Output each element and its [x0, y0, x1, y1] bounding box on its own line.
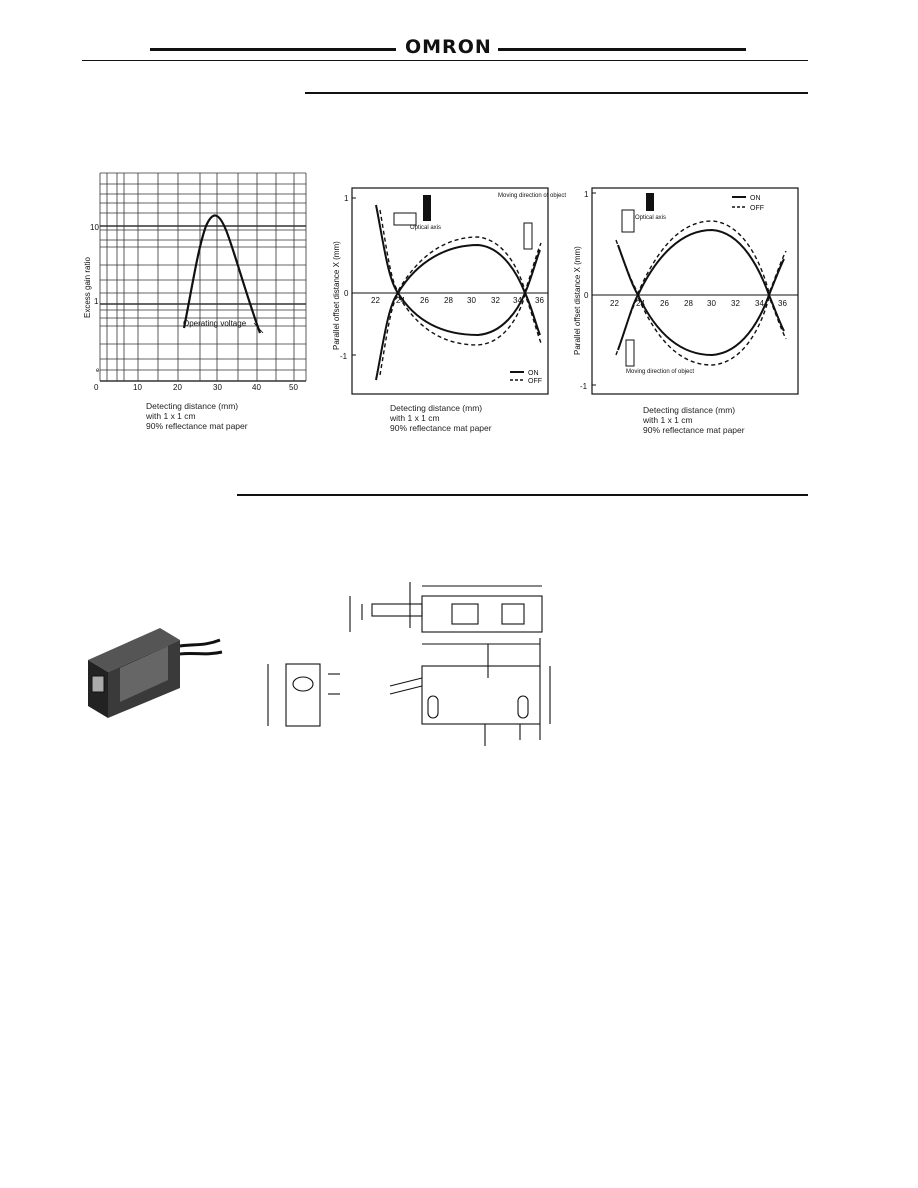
section-rule-dimensions: [237, 494, 808, 496]
chart-b-tick-x-30: 30: [707, 299, 716, 308]
chart-a-on-lower: [376, 293, 540, 380]
chart-b-tick-y-1: 1: [584, 190, 589, 199]
chart-a-tick-x-28: 28: [444, 296, 453, 305]
chart-a-legend-off: OFF: [528, 378, 542, 385]
chart-b-tick-x-26: 26: [660, 299, 669, 308]
omron-logo: OMRON: [405, 36, 492, 58]
parallel-offset-chart-b: [572, 185, 802, 400]
chart-a-tick-x-34: 34: [513, 296, 522, 305]
chart-a-object-icon: [524, 223, 532, 249]
chart-a-caption-line-1: Detecting distance (mm): [390, 403, 483, 413]
chart-a-tick-x-30: 30: [467, 296, 476, 305]
dimension-drawing: [250, 578, 580, 748]
chart-b-tick-y-0: 0: [584, 291, 589, 300]
gain-caption-line-1: Detecting distance (mm): [146, 401, 239, 411]
chart-b-tick-y-neg1: -1: [580, 382, 588, 391]
parallel-offset-chart-a: [328, 185, 567, 400]
gain-grid: [100, 173, 306, 381]
chart-a-moving-label: Moving direction of object: [498, 193, 567, 199]
chart-b-caption-line-2: with 1 x 1 cm: [643, 415, 693, 425]
chart-a-tick-y-0: 0: [344, 289, 349, 298]
chart-a-tick-x-26: 26: [420, 296, 429, 305]
chart-b-object-icon: [626, 340, 634, 366]
gain-tick-y-small: e: [96, 368, 100, 374]
chart-a-tick-x-22: 22: [371, 296, 380, 305]
header-rule-left: [150, 48, 396, 51]
chart-b-moving-label: Moving direction of object: [626, 369, 695, 375]
header-rule-right: [498, 48, 746, 51]
chart-b-caption-line-3: 90% reflectance mat paper: [643, 425, 745, 435]
chart-a-tick-x-36: 36: [535, 296, 544, 305]
header-rule-thin: [82, 60, 808, 61]
side-view-body: [422, 666, 540, 724]
gain-tick-x-20: 20: [173, 383, 182, 392]
chart-a-legend-on: ON: [528, 370, 539, 377]
chart-b-tick-x-34: 34: [755, 299, 764, 308]
chart-b-tick-x-28: 28: [684, 299, 693, 308]
chart-b-sensor-icon: [622, 210, 634, 232]
chart-b-tick-x-22: 22: [610, 299, 619, 308]
gain-caption: [146, 401, 248, 431]
gain-tick-y-10: 10: [90, 223, 99, 232]
chart-b-inset-label: Optical axis: [635, 215, 667, 221]
chart-b-legend-off: OFF: [750, 205, 764, 212]
chart-a-sensor-icon: [394, 213, 416, 225]
gain-tick-x-10: 10: [133, 383, 142, 392]
gain-tick-x-40: 40: [252, 383, 261, 392]
gain-tick-x-30: 30: [213, 383, 222, 392]
chart-b-tick-x-24: 24: [636, 299, 645, 308]
chart-a-tick-y-neg1: -1: [340, 352, 348, 361]
chart-a-tick-y-1: 1: [344, 194, 349, 203]
chart-a-inset-label: Optical axis: [410, 225, 442, 231]
chart-b-caption: [643, 405, 745, 435]
chart-a-caption-line-2: with 1 x 1 cm: [390, 413, 440, 423]
sensor-product-photo: [80, 610, 230, 730]
chart-a-ylabel: Parallel offset distance X (mm): [332, 241, 341, 350]
gain-tick-x-50: 50: [289, 383, 298, 392]
chart-a-tick-x-24: 24: [396, 296, 405, 305]
gain-caption-line-3: 90% reflectance mat paper: [146, 421, 248, 431]
chart-a-tick-x-32: 32: [491, 296, 500, 305]
chart-b-legend-on: ON: [750, 195, 761, 202]
section-rule-characteristics: [305, 92, 808, 94]
chart-b-tick-x-36: 36: [778, 299, 787, 308]
chart-a-caption-line-3: 90% reflectance mat paper: [390, 423, 492, 433]
chart-b-tick-x-32: 32: [731, 299, 740, 308]
chart-b-ylabel: Parallel offset distance X (mm): [573, 246, 582, 355]
gain-curve: [184, 215, 260, 333]
chart-b-caption-line-1: Detecting distance (mm): [643, 405, 736, 415]
gain-ylabel: Excess gain ratio: [83, 257, 92, 318]
gain-tick-x-0: 0: [94, 383, 99, 392]
excess-gain-chart: [80, 168, 312, 393]
gain-caption-line-2: with 1 x 1 cm: [146, 411, 196, 421]
gain-tick-y-1: 1: [94, 297, 99, 306]
chart-b-on-upper: [618, 230, 784, 295]
end-view-body: [286, 664, 320, 726]
chart-a-caption: [390, 403, 492, 433]
gain-annotation: Operating voltage: [183, 319, 247, 328]
